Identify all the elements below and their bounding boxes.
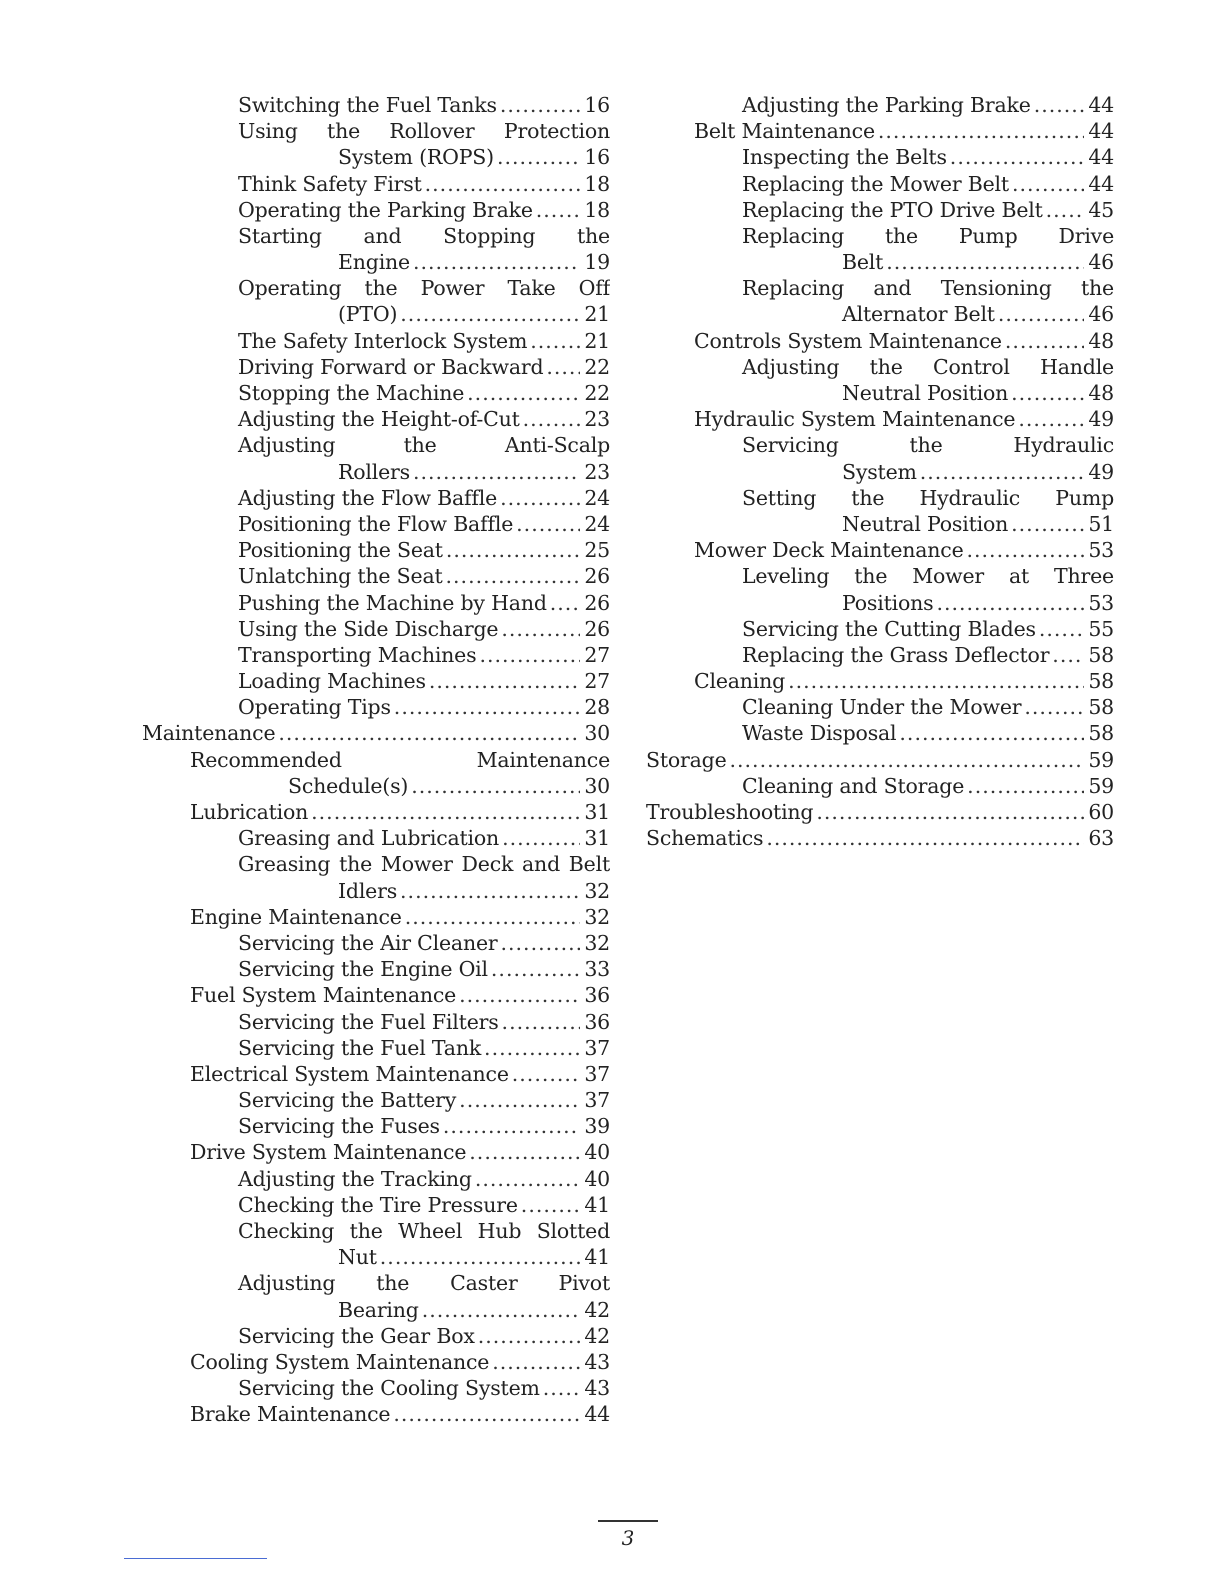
toc-entry-title: Replacing the PTO Drive Belt [742, 197, 1043, 222]
toc-entry[interactable] [142, 275, 610, 327]
toc-entry[interactable] [646, 694, 1114, 720]
toc-entry[interactable] [142, 956, 610, 982]
toc-page-number: 24 [584, 485, 610, 510]
toc-entry-title: Neutral Position [842, 511, 1009, 536]
toc-page-number: 23 [584, 459, 610, 484]
toc-page-number: 33 [584, 957, 610, 982]
toc-entry-title: Engine [338, 250, 410, 275]
dot-leader [400, 878, 580, 904]
dot-leader [920, 459, 1085, 485]
toc-column-right [646, 92, 1114, 851]
toc-entry-title: Servicing the Fuses [238, 1114, 440, 1139]
toc-entry-title: Adjusting the Parking Brake [742, 92, 1031, 117]
toc-entry[interactable] [142, 1323, 610, 1349]
toc-entry[interactable] [646, 747, 1114, 773]
toc-entry-title: Starting and Stopping the [238, 223, 610, 248]
toc-entry[interactable] [646, 171, 1114, 197]
toc-entry[interactable] [142, 328, 610, 354]
dot-leader [500, 92, 580, 118]
toc-entry-title: Pushing the Machine by Hand [238, 590, 547, 615]
toc-entry[interactable] [646, 275, 1114, 327]
toc-entry-title: Servicing the Fuel Filters [238, 1009, 499, 1034]
toc-page-number: 55 [1088, 616, 1114, 641]
dot-leader [730, 747, 1085, 773]
toc-entry-title: Operating Tips [238, 695, 391, 720]
dot-leader [459, 982, 580, 1008]
dot-leader [501, 930, 581, 956]
dot-leader [500, 485, 580, 511]
dot-leader [950, 144, 1085, 170]
toc-page-number: 28 [584, 695, 610, 720]
toc-entry[interactable] [142, 1349, 610, 1375]
toc-entry-title: Servicing the Air Cleaner [238, 930, 498, 955]
toc-page-number: 26 [584, 590, 610, 615]
toc-entry-title: Schedule(s) [288, 773, 409, 798]
toc-page-number: 37 [584, 1088, 610, 1113]
dot-leader [1046, 197, 1085, 223]
toc-entry-title: Using the Rollover Protection [238, 119, 610, 144]
toc-page-number: 25 [584, 538, 610, 563]
dot-leader [502, 1009, 581, 1035]
toc-page-number: 16 [584, 145, 610, 170]
dot-leader [429, 668, 581, 694]
toc-entry[interactable] [142, 1009, 610, 1035]
toc-entry-title: Servicing the Cutting Blades [742, 616, 1036, 641]
toc-page-number: 21 [584, 328, 610, 353]
toc-entry-title: Recommended Maintenance [190, 747, 610, 772]
toc-entry-title: Using the Side Discharge [238, 616, 499, 641]
toc-entry[interactable] [142, 171, 610, 197]
dot-leader [479, 642, 580, 668]
toc-page-number: 32 [584, 930, 610, 955]
dot-leader [502, 825, 580, 851]
toc-entry[interactable] [646, 825, 1114, 851]
toc-entry[interactable] [646, 432, 1114, 484]
toc-entry-title: Checking the Wheel Hub Slotted [238, 1219, 610, 1244]
dot-leader [1018, 406, 1084, 432]
toc-page-number: 32 [584, 878, 610, 903]
toc-page-number: 21 [584, 302, 610, 327]
toc-page-number: 41 [584, 1192, 610, 1217]
toc-entry[interactable] [646, 799, 1114, 825]
toc-entry[interactable] [142, 799, 610, 825]
toc-page-number: 41 [584, 1245, 610, 1270]
toc-entry-title: Maintenance [142, 721, 276, 746]
toc-page-number: 45 [1088, 197, 1114, 222]
toc-page-number: 22 [584, 354, 610, 379]
toc-entry[interactable] [142, 432, 610, 484]
toc-entry-title: Storage [646, 747, 727, 772]
toc-entry-title: Neutral Position [842, 381, 1009, 406]
toc-entry-title: Checking the Tire Pressure [238, 1192, 518, 1217]
toc-entry[interactable] [142, 721, 610, 747]
toc-entry[interactable] [142, 982, 610, 1008]
toc-page-number: 36 [584, 983, 610, 1008]
toc-page-number: 19 [584, 250, 610, 275]
toc-page-number: 40 [584, 1140, 610, 1165]
toc-entry-title: Engine Maintenance [190, 904, 402, 929]
dot-leader [516, 511, 580, 537]
toc-entry-title: Adjusting the Control Handle [742, 354, 1114, 379]
toc-page-number: 42 [584, 1297, 610, 1322]
toc-entry[interactable] [142, 1270, 610, 1322]
toc-entry[interactable] [142, 563, 610, 589]
toc-entry[interactable] [142, 668, 610, 694]
toc-page-number: 26 [584, 564, 610, 589]
toc-entry[interactable] [646, 354, 1114, 406]
toc-page-number: 60 [1088, 800, 1114, 825]
toc-entry-title: Bearing [338, 1297, 419, 1322]
toc-entry[interactable] [142, 1218, 610, 1270]
toc-entry[interactable] [142, 642, 610, 668]
dot-leader [475, 1166, 581, 1192]
toc-page-number: 37 [584, 1035, 610, 1060]
toc-page-number: 30 [584, 721, 610, 746]
toc-entry[interactable] [646, 328, 1114, 354]
toc-entry[interactable] [142, 485, 610, 511]
toc-entry-title: Adjusting the Caster Pivot [238, 1271, 610, 1296]
toc-page-number: 48 [1088, 328, 1114, 353]
toc-page-number: 58 [1088, 642, 1114, 667]
toc-entry-title: Waste Disposal [742, 721, 897, 746]
toc-entry-title: Transporting Machines [238, 642, 477, 667]
toc-page-number: 30 [584, 773, 610, 798]
toc-page-number: 27 [584, 669, 610, 694]
dot-leader [469, 1139, 580, 1165]
toc-entry[interactable] [142, 904, 610, 930]
toc-entry-title: Cleaning [694, 669, 786, 694]
dot-leader [936, 590, 1084, 616]
dot-leader [491, 956, 580, 982]
dot-leader [1012, 171, 1084, 197]
toc-entry[interactable] [142, 1401, 610, 1427]
toc-entry[interactable] [646, 144, 1114, 170]
dot-leader [886, 249, 1084, 275]
toc-page-number: 58 [1088, 669, 1114, 694]
toc-entry-title: Brake Maintenance [190, 1402, 391, 1427]
toc-page-number: 44 [1088, 171, 1114, 196]
link-underline [124, 1558, 267, 1559]
dot-leader [501, 616, 580, 642]
dot-leader [766, 825, 1084, 851]
dot-leader [380, 1244, 581, 1270]
toc-entry-title: Nut [338, 1245, 377, 1270]
toc-page-number: 48 [1088, 381, 1114, 406]
toc-entry-title: Cooling System Maintenance [190, 1349, 490, 1374]
toc-entry-title: Unlatching the Seat [238, 564, 443, 589]
toc-entry[interactable] [142, 406, 610, 432]
toc-entry[interactable] [646, 563, 1114, 615]
dot-leader [400, 301, 580, 327]
toc-entry-title: Replacing the Pump Drive [742, 223, 1114, 248]
toc-entry-title: (PTO) [338, 302, 398, 327]
toc-entry[interactable] [142, 1166, 610, 1192]
toc-page-number: 18 [584, 197, 610, 222]
toc-entry-title: Belt Maintenance [694, 119, 875, 144]
dot-leader [967, 773, 1084, 799]
toc-entry-title: Replacing the Grass Deflector [742, 642, 1050, 667]
toc-entry[interactable] [646, 92, 1114, 118]
dot-leader [459, 1087, 580, 1113]
toc-entry[interactable] [646, 537, 1114, 563]
dot-leader [788, 668, 1084, 694]
dot-leader [446, 563, 581, 589]
toc-page-number: 26 [584, 616, 610, 641]
toc-page-number: 39 [584, 1114, 610, 1139]
toc-entry[interactable] [142, 92, 610, 118]
toc-page-number: 43 [584, 1349, 610, 1374]
toc-entry[interactable] [142, 1375, 610, 1401]
toc-entry[interactable] [142, 1087, 610, 1113]
dot-leader [422, 1297, 581, 1323]
toc-entry-title: Replacing the Mower Belt [742, 171, 1009, 196]
toc-entry-title: Schematics [646, 826, 764, 851]
toc-entry-title: Leveling the Mower at Three [742, 564, 1114, 589]
dot-leader [878, 118, 1084, 144]
toc-entry[interactable] [142, 1035, 610, 1061]
toc-column-left [142, 92, 610, 1428]
toc-entry[interactable] [646, 668, 1114, 694]
toc-page-number: 18 [584, 171, 610, 196]
toc-page-number: 63 [1088, 826, 1114, 851]
toc-page-number: 36 [584, 1009, 610, 1034]
toc-entry-title: System [842, 459, 917, 484]
toc-page-number: 16 [584, 92, 610, 117]
dot-leader [425, 171, 581, 197]
toc-entry-title: Adjusting the Flow Baffle [238, 485, 498, 510]
toc-entry[interactable] [646, 118, 1114, 144]
toc-entry-title: Servicing the Hydraulic [742, 433, 1114, 458]
toc-page-number: 59 [1088, 773, 1114, 798]
toc-page-number: 46 [1088, 250, 1114, 275]
toc-entry-title: Greasing and Lubrication [238, 826, 500, 851]
toc-entry-title: Hydraulic System Maintenance [694, 407, 1016, 432]
toc-page-number: 42 [584, 1323, 610, 1348]
dot-leader [413, 249, 580, 275]
toc-entry-title: Troubleshooting [646, 800, 814, 825]
toc-entry[interactable] [142, 1113, 610, 1139]
toc-entry-title: Replacing and Tensioning the [742, 276, 1114, 301]
toc-entry[interactable] [646, 485, 1114, 537]
dot-leader [530, 328, 580, 354]
dot-leader [967, 537, 1085, 563]
toc-entry-title: Driving Forward or Backward [238, 354, 544, 379]
toc-entry[interactable] [142, 223, 610, 275]
dot-leader [311, 799, 580, 825]
dot-leader [1052, 642, 1084, 668]
toc-page-number: 53 [1088, 538, 1114, 563]
toc-entry-title: Stopping the Machine [238, 381, 465, 406]
toc-page-number: 22 [584, 381, 610, 406]
toc-entry-title: Positioning the Seat [238, 538, 443, 563]
toc-entry[interactable] [142, 1061, 610, 1087]
toc-entry[interactable] [646, 406, 1114, 432]
toc-entry[interactable] [142, 851, 610, 903]
toc-entry[interactable] [142, 747, 610, 799]
toc-entry-title: Operating the Parking Brake [238, 197, 533, 222]
dot-leader [998, 301, 1084, 327]
toc-entry-title: Positions [842, 590, 934, 615]
toc-page-number: 44 [1088, 92, 1114, 117]
toc-entry[interactable] [142, 1192, 610, 1218]
toc-page-number: 49 [1088, 459, 1114, 484]
toc-entry-title: Lubrication [190, 800, 309, 825]
dot-leader [492, 1349, 580, 1375]
toc-page-number: 53 [1088, 590, 1114, 615]
toc-entry[interactable] [142, 380, 610, 406]
toc-entry-title: Mower Deck Maintenance [694, 538, 964, 563]
dot-leader [443, 1113, 580, 1139]
toc-entry-title: System (ROPS) [338, 145, 494, 170]
toc-entry[interactable] [142, 616, 610, 642]
toc-entry[interactable] [646, 616, 1114, 642]
toc-entry-title: Servicing the Engine Oil [238, 957, 488, 982]
toc-page-number: 46 [1088, 302, 1114, 327]
dot-leader [484, 1035, 580, 1061]
page-number: 3 [621, 1526, 635, 1550]
toc-entry[interactable] [142, 1140, 610, 1166]
toc-entry-title: Operating the Power Take Off [238, 276, 610, 301]
dot-leader [899, 720, 1084, 746]
toc-entry-title: Servicing the Gear Box [238, 1323, 475, 1348]
dot-leader [1011, 511, 1084, 537]
toc-page-number: 59 [1088, 747, 1114, 772]
toc-entry-title: Electrical System Maintenance [190, 1061, 509, 1086]
dot-leader [550, 590, 581, 616]
dot-leader [446, 537, 580, 563]
toc-entry-title: Positioning the Flow Baffle [238, 511, 514, 536]
toc-page-number: 32 [584, 904, 610, 929]
toc-page-number: 31 [584, 800, 610, 825]
toc-entry[interactable] [646, 773, 1114, 799]
dot-leader [413, 459, 580, 485]
dot-leader [1024, 694, 1084, 720]
toc-entry[interactable] [646, 223, 1114, 275]
toc-entry-title: Adjusting the Anti-Scalp [238, 433, 610, 458]
toc-entry[interactable] [646, 197, 1114, 223]
dot-leader [543, 1375, 581, 1401]
dot-leader [478, 1323, 581, 1349]
toc-page-number: 37 [584, 1061, 610, 1086]
toc-entry-title: Controls System Maintenance [694, 328, 1002, 353]
toc-entry-title: Drive System Maintenance [190, 1140, 467, 1165]
dot-leader [278, 720, 580, 746]
toc-entry-title: Adjusting the Tracking [238, 1166, 472, 1191]
toc-page-number: 23 [584, 407, 610, 432]
toc-entry[interactable] [142, 197, 610, 223]
toc-entry[interactable] [142, 590, 610, 616]
toc-entry-title: Inspecting the Belts [742, 145, 947, 170]
dot-leader [467, 380, 580, 406]
toc-entry-title: Servicing the Fuel Tank [238, 1035, 482, 1060]
toc-entry-title: Belt [842, 250, 884, 275]
dot-leader [523, 406, 581, 432]
toc-page-number: 40 [584, 1166, 610, 1191]
toc-page-number: 44 [1088, 145, 1114, 170]
toc-entry-title: Idlers [338, 878, 398, 903]
toc-entry-title: Greasing the Mower Deck and Belt [238, 852, 610, 877]
toc-entry-title: Servicing the Battery [238, 1088, 457, 1113]
toc-entry-title: Servicing the Cooling System [238, 1376, 540, 1401]
toc-page-number: 24 [584, 511, 610, 536]
dot-leader [405, 904, 581, 930]
toc-page-number: 49 [1088, 407, 1114, 432]
toc-entry-title: Cleaning Under the Mower [742, 695, 1022, 720]
toc-entry-title: Rollers [338, 459, 410, 484]
toc-entry-title: Cleaning and Storage [742, 773, 965, 798]
toc-page-number: 58 [1088, 695, 1114, 720]
toc-entry[interactable] [142, 825, 610, 851]
toc-page-number: 43 [584, 1376, 610, 1401]
dot-leader [1034, 92, 1085, 118]
toc-entry[interactable] [142, 537, 610, 563]
footer-rule [598, 1520, 658, 1522]
dot-leader [512, 1061, 581, 1087]
dot-leader [816, 799, 1084, 825]
dot-leader [394, 694, 581, 720]
dot-leader [1039, 616, 1084, 642]
toc-entry[interactable] [142, 354, 610, 380]
toc-entry[interactable] [142, 694, 610, 720]
toc-entry[interactable] [142, 511, 610, 537]
toc-page-number: 31 [584, 826, 610, 851]
toc-entry-title: Fuel System Maintenance [190, 983, 457, 1008]
toc-page-number: 44 [1088, 119, 1114, 144]
toc-page-number: 58 [1088, 721, 1114, 746]
toc-page-number: 44 [584, 1402, 610, 1427]
dot-leader [497, 144, 580, 170]
toc-page-number: 51 [1088, 511, 1114, 536]
dot-leader [393, 1401, 580, 1427]
dot-leader [546, 354, 580, 380]
toc-entry-title: Think Safety First [238, 171, 422, 196]
dot-leader [536, 197, 581, 223]
toc-entry-title: The Safety Interlock System [238, 328, 528, 353]
toc-entry-title: Setting the Hydraulic Pump [742, 485, 1114, 510]
dot-leader [1005, 328, 1084, 354]
toc-entry[interactable] [646, 721, 1114, 747]
dot-leader [1011, 380, 1084, 406]
dot-leader [521, 1192, 581, 1218]
dot-leader [411, 773, 580, 799]
toc-entry-title: Switching the Fuel Tanks [238, 92, 497, 117]
toc-page-number: 27 [584, 642, 610, 667]
toc-entry[interactable] [142, 930, 610, 956]
toc-entry[interactable] [646, 642, 1114, 668]
toc-entry-title: Loading Machines [238, 669, 426, 694]
toc-entry[interactable] [142, 118, 610, 170]
toc-entry-title: Adjusting the Height-of-Cut [238, 407, 520, 432]
toc-entry-title: Alternator Belt [842, 302, 995, 327]
